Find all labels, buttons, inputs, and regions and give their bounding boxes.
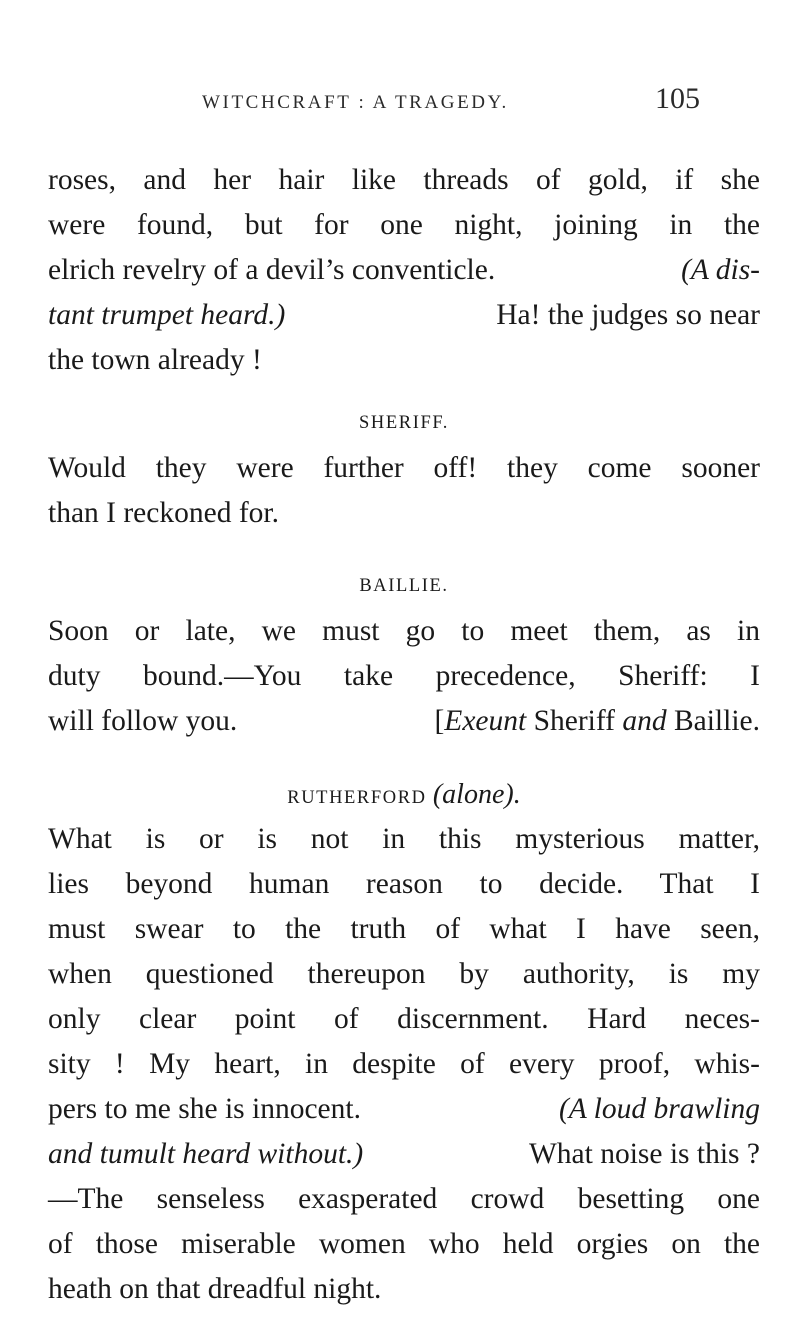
text-line [48, 1087, 760, 1132]
speech-rutherford [48, 817, 760, 1312]
text-line: were found, but for one night, joining in the [48, 209, 760, 241]
text-line: when questioned thereupon by authority, is my [48, 958, 760, 990]
text-line: Would they were further off! they come sooner [48, 452, 760, 484]
stage-direction: and tumult heard without.) [48, 1138, 364, 1170]
text-line: Soon or late, we must go to meet them, as in [48, 615, 760, 647]
exit-direction: [Exeunt Sheriff and Baillie. [434, 705, 760, 737]
speaker-baillie: BAILLIE. [359, 576, 449, 596]
running-title: WITCHCRAFT : A TRAGEDY. [202, 92, 509, 113]
stage-direction: (A loud brawling [558, 1093, 760, 1125]
text-fragment: pers to me she is innocent. [48, 1093, 361, 1125]
text-line: roses, and her hair like threads of gold, if she [48, 164, 760, 196]
text-line [48, 293, 760, 338]
text-line: —The senseless exasperated crowd besetting one [48, 1183, 760, 1215]
text-line: heath on that dreadful night. [48, 1273, 382, 1305]
text-line: the town already ! [48, 344, 262, 376]
text-line: What is or is not in this mysterious matter, [48, 823, 760, 855]
speaker-sheriff: SHERIFF. [359, 413, 449, 433]
text-fragment: Ha! the judges so near [496, 299, 760, 331]
text-line: of those miserable women who held orgies on the [48, 1228, 760, 1260]
text-line [48, 248, 760, 293]
speech-continued [48, 158, 760, 383]
text-line: than I reckoned for. [48, 497, 279, 529]
stage-direction: (A dis- [681, 254, 760, 286]
speech-baillie [48, 609, 760, 744]
text-line: sity ! My heart, in despite of every proof, whis- [48, 1048, 760, 1080]
text-line: lies beyond human reason to decide. That I [48, 868, 760, 900]
text-line: duty bound.—You take precedence, Sheriff: I [48, 660, 760, 692]
speaker-rutherford: RUTHERFORD (alone). [287, 779, 521, 810]
text-fragment: What noise is this ? [528, 1138, 760, 1170]
page-header [0, 80, 800, 120]
text-line [48, 699, 760, 744]
text-line: must swear to the truth of what I have seen, [48, 913, 760, 945]
text-fragment: elrich revelry of a devil’s conventicle. [48, 254, 496, 286]
page-body [48, 158, 760, 1312]
page-number: 105 [655, 82, 700, 115]
stage-direction: tant trumpet heard.) [48, 299, 286, 331]
text-line [48, 1132, 760, 1177]
text-fragment: will follow you. [48, 705, 238, 737]
speech-sheriff [48, 446, 760, 536]
text-line: only clear point of discernment. Hard neces- [48, 1003, 760, 1035]
